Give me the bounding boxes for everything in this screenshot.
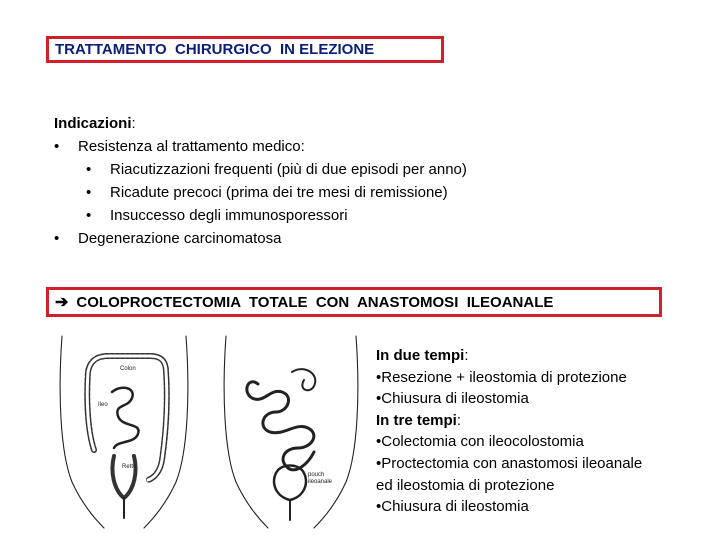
indication-subitem xyxy=(54,204,467,227)
two-steps-heading xyxy=(376,345,716,367)
bullet: • xyxy=(54,138,60,155)
three-steps-heading xyxy=(376,410,716,432)
body-outline-right-side-2 xyxy=(314,336,358,528)
two-steps-heading-colon: : xyxy=(464,347,469,364)
bullet: • xyxy=(54,230,60,247)
body-outline-left-side xyxy=(60,336,104,528)
procedures-section xyxy=(376,345,716,518)
procedure-banner xyxy=(46,287,662,317)
label-colon: Colon xyxy=(120,366,136,372)
page-title: TRATTAMENTO CHIRURGICO IN ELEZIONE xyxy=(55,41,375,58)
indication-item xyxy=(54,135,467,158)
two-steps-heading-label: In due tempi xyxy=(376,347,465,364)
bullet: • xyxy=(86,207,92,224)
bullet: • xyxy=(86,184,92,201)
colon-frame xyxy=(87,356,167,480)
procedure-banner-text: COLOPROCTECTOMIA TOTALE CON ANASTOMOSI ILEOANALE xyxy=(76,293,554,311)
anatomy-svg xyxy=(52,332,368,532)
indication-text: Resistenza al trattamento medico: xyxy=(78,138,305,155)
indication-text: Ricadute precoci (prima dei tre mesi di remissione) xyxy=(110,184,448,201)
bullet: • xyxy=(86,161,92,178)
label-pouch-2: ileoanale xyxy=(308,479,333,485)
title-box xyxy=(46,36,444,63)
indication-text: Degenerazione carcinomatosa xyxy=(78,230,282,247)
indications-heading xyxy=(54,112,467,135)
procedure-step: •Colectomia con ileocolostomia xyxy=(376,433,584,451)
procedure-step: •Chiusura di ileostomia xyxy=(376,498,529,516)
body-outline-left-side-2 xyxy=(224,336,268,528)
ileum-loops xyxy=(112,388,139,448)
indication-subitem xyxy=(54,158,467,181)
small-bowel-loop-top xyxy=(292,369,315,390)
procedure-step: •Proctectomia con anastomosi ileoanale xyxy=(376,454,643,472)
indication-item xyxy=(54,227,467,250)
indication-subitem xyxy=(54,181,467,204)
anatomy-illustrations xyxy=(52,332,368,532)
indications-heading-label: Indicazioni xyxy=(54,115,132,132)
procedure-step: •Chiusura di ileostomia xyxy=(376,390,529,408)
indications-heading-colon: : xyxy=(131,115,136,132)
indications-section xyxy=(54,112,467,250)
three-steps-heading-colon: : xyxy=(456,411,462,429)
label-ileo: Ileo xyxy=(98,402,108,408)
label-pouch-1: pouch xyxy=(308,472,325,478)
arrow-right-icon: ➔ xyxy=(55,294,69,311)
small-bowel-loops xyxy=(247,382,314,470)
procedure-step: •Resezione + ileostomia di protezione xyxy=(376,368,627,386)
label-retto: Retto xyxy=(122,464,137,470)
indication-text: Insuccesso degli immunosporessori xyxy=(110,207,348,224)
indication-text: Riacutizzazioni frequenti (più di due episodi per anno) xyxy=(110,161,467,178)
procedure-step-continuation: ed ileostomia di protezione xyxy=(376,476,555,494)
rectum xyxy=(112,456,135,498)
colon-frame-lumen xyxy=(87,356,167,480)
three-steps-heading-label: In tre tempi xyxy=(376,411,457,429)
